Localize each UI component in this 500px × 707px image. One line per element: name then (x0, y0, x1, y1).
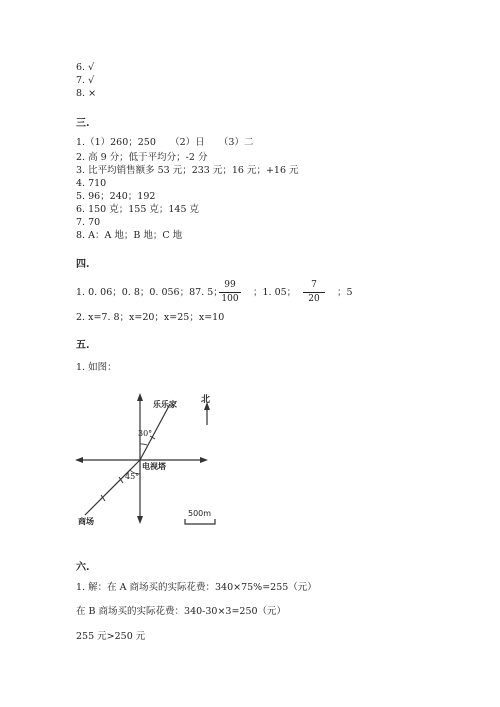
horizontal-axis-arrow-right (200, 457, 208, 463)
section3-line-2: 2. 高 9 分；低于平均分；-2 分 (76, 152, 208, 163)
section6-line-2: 在 B 商场买的实际花费：340-30×3=250（元） (76, 606, 287, 617)
section4-line1-end: ；5 (337, 287, 353, 298)
vertical-axis-arrow-up (137, 393, 143, 401)
section5-line-1: 1. 如图： (76, 362, 117, 373)
fraction-denominator: 20 (308, 294, 320, 304)
vertical-axis-arrow-down (137, 516, 143, 524)
section3-line-7: 7. 70 (76, 217, 101, 228)
section3-line-3: 3. 比平均销售额多 53 元；233 元；16 元；+16 元 (76, 165, 299, 176)
label-home: 乐乐家 (153, 399, 177, 409)
section3-line-4: 4. 710 (76, 178, 107, 189)
angle-arc-top (140, 444, 147, 445)
line-to-mall (85, 460, 140, 515)
section4-line1-mid: ；1. 05； (253, 287, 297, 298)
scale-label: 500m (188, 509, 212, 518)
section4-line1-start: 1. 0. 06；0. 8；0. 056；87. 5； (76, 287, 223, 298)
section3-line-5: 5. 96；240；192 (76, 191, 156, 202)
section6-line-1: 1. 解：在 A 商场买的实际花费：340×75%=255（元） (76, 582, 317, 593)
section3-heading: 三. (76, 118, 90, 129)
section4-heading: 四. (76, 259, 90, 270)
section6-line-3: 255 元>250 元 (76, 631, 146, 642)
label-mall: 商场 (78, 516, 94, 526)
section3-line-6: 6. 150 克；155 克；145 克 (76, 204, 200, 215)
section3-line-8: 8. A：A 地；B 地；C 地 (76, 230, 183, 241)
scale-bar (185, 519, 215, 524)
label-tower: 电视塔 (142, 461, 166, 471)
section3-line-1: 1.（1）260；250 （2）日 （3）二 (76, 137, 254, 148)
section5-heading: 五. (76, 340, 90, 351)
horizontal-axis-arrow-left (75, 457, 83, 463)
fraction-numerator: 99 (224, 280, 236, 290)
answer-7: 7. √ (76, 75, 95, 86)
answer-8: 8. × (76, 88, 97, 99)
angle-label-bottom: 45° (125, 472, 140, 481)
section6-heading: 六. (76, 562, 90, 573)
fraction-numerator: 7 (311, 280, 317, 290)
answer-6: 6. √ (76, 62, 95, 73)
fraction-denominator: 100 (221, 294, 239, 304)
label-north: 北 (201, 395, 211, 405)
section4-line-2: 2. x=7. 8；x=20；x=25；x=10 (76, 312, 225, 323)
angle-label-top: 30° (138, 429, 153, 438)
